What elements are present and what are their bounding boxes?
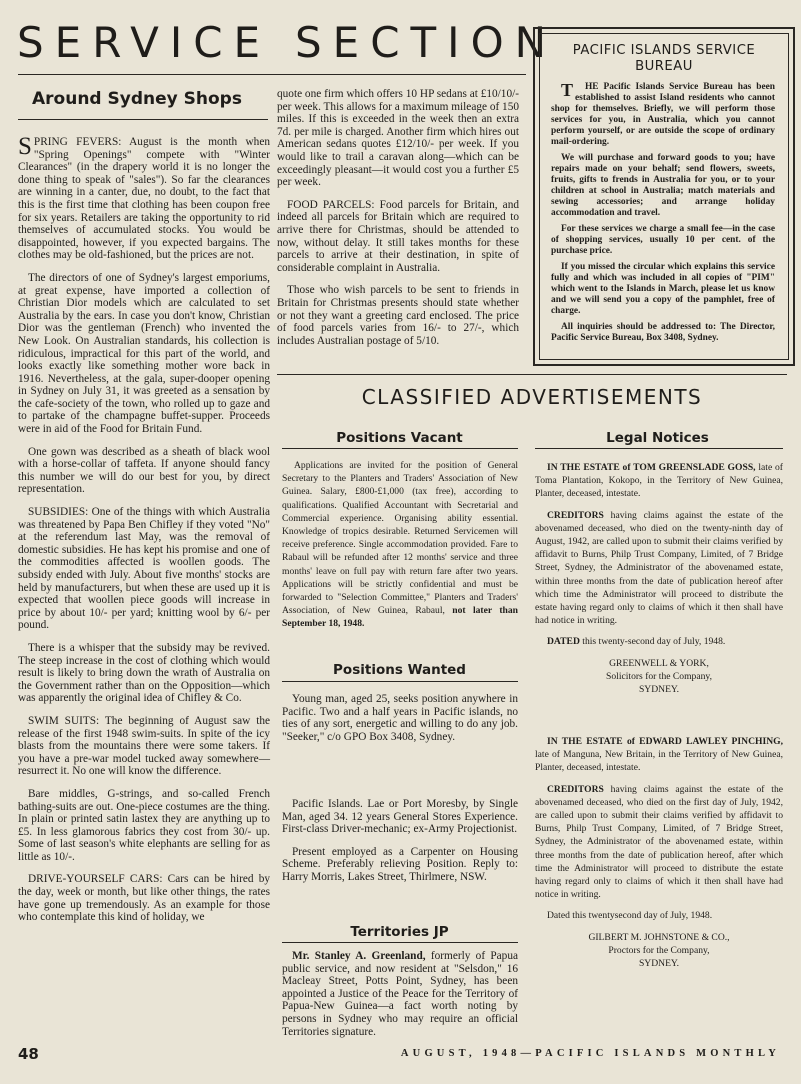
bureau-paragraph-3: For these services we charge a small fee—in the case of shopping services, usually 10 per cent. of the purchase price.: [551, 224, 775, 256]
legal-notice-2-head: IN THE ESTATE of EDWARD LAWLEY PINCHING, late of Manguna, New Britain, in the Territory of New Guinea, Planter, deceased, intestate.: [535, 736, 783, 774]
legal-notice-1-signature: [535, 657, 783, 697]
legal-notice-1-dated: DATED this twenty-second day of July, 1948.: [547, 636, 726, 648]
bureau-drop-cap: T: [561, 80, 574, 100]
positions-wanted-ad-2a: Pacific Islands. Lae or Port Moresby, by Single Man, aged 34. 12 years General Stores Experience. First-class Driver-mechanic; ex-Army Projectionist.: [282, 798, 518, 836]
signature-line: SYDNEY.: [638, 684, 680, 696]
bureau-title-line-1: PACIFIC ISLANDS SERVICE: [572, 43, 756, 58]
positions-wanted-ad-2: [282, 798, 518, 894]
legal-notice-1-title: IN THE ESTATE of TOM GREENSLADE GOSS,: [547, 462, 756, 473]
bureau-paragraph-2: We will purchase and forward goods to you; have repairs made on your behalf; send flowers, sweets, fruits, gifts to frends in Australia for you, or to your children at school in Australia; match materials and sewing accessories; and arrange holiday accommodation and travel.: [551, 153, 775, 218]
signature-line: Solicitors for the Company,: [606, 670, 712, 682]
legal-notice-2-title: IN THE ESTATE of EDWARD LAWLEY PINCHING,: [547, 736, 783, 747]
signature-line: GREENWELL & YORK,: [609, 657, 709, 669]
bureau-paragraph-4: If you missed the circular which explains this service fully and which was included in all copies of "PIM" which went to the Islands in March, please let us know and we will send you a copy of the pamphlet, free of charge.: [551, 262, 775, 316]
bureau-paragraph-5: All inquiries should be addressed to: The Director, Pacific Service Bureau, Box 3408, Sydney.: [551, 322, 775, 343]
positions-wanted-rule: [282, 681, 518, 682]
around-paragraph-3: One gown was described as a sheath of black wool with a horse-collar of taffeta. If anyone should fancy this number we will do our best for you, by direct representation.: [18, 445, 270, 496]
positions-vacant-heading: Positions Vacant: [336, 430, 463, 446]
bureau-paragraph-1: T HE Pacific Islands Service Bureau has been established to assist Island residents who cannot shop for themselves. Briefly, we will perform those services for you, in Australia, which you cannot perform yourself, or are outside the scope of ordinary mail-ordering.: [551, 80, 775, 147]
legal-notices-heading: Legal Notices: [606, 430, 709, 446]
legal-notice-2: [535, 735, 783, 970]
middle-paragraph-3: Those who wish parcels to be sent to friends in Britain for Christmas presents should state whether or not they want a greeting card enclosed. The price of food parcels varies from 16/- to 27/-, which includes Australian postage of 5/10.: [277, 284, 519, 347]
positions-wanted-heading: Positions Wanted: [333, 662, 466, 678]
bureau-title: [545, 43, 783, 75]
around-paragraph-1: SPRING FEVERS: August is the month when "Spring Openings" compete with "Winter Clearances" (in the drapery world it is no longer the done thing to speak of "sales"). So far the clearances are winning in a canter, due, no doubt, to the fact that this is the first time that clothing has been coupon free for six years. Retailers are taking the opportunity to rid themselves of accumulated stocks. You would be disappointed, however, if you expected bargains. The clothes may be old-fashioned, but the prices are not.: [18, 133, 270, 262]
around-paragraph-2: The directors of one of Sydney's largest emporiums, at great expense, have imported a collection of Christian Dior models which are calculated to set Australia by the ears. In case you don't know, Christian Dior was the gentleman (French) who invented the New Look. On Australian standards, his collection is ridiculous, impractical for this part of the world, and looks exactly like something mother wore back in 1916. Nevertheless, at the gala, super-dooper opening in Sydney on July 31, it was greeted as a sensation by the cafe-society of the town, who rolled up to gaze and to partake of the champagne buffet-supper. Proceeds were in aid of the Food for Britain Fund.: [18, 271, 270, 436]
around-column: [18, 133, 270, 934]
bureau-text: [551, 82, 775, 349]
legal-notice-1-head: IN THE ESTATE of TOM GREENSLADE GOSS, late of Toma Plantation, Kokopo, in the Territory of New Guinea, Planter, deceased, intestate.: [535, 462, 783, 500]
middle-column: [277, 88, 519, 357]
bureau-box: [533, 27, 795, 366]
positions-vacant-rule: [282, 448, 518, 449]
signature-line: SYDNEY.: [638, 958, 680, 970]
around-paragraph-7: Bare middles, G-strings, and so-called French bathing-suits are out. One-piece costumes are the thing. In plain or printed satin lastex they are anything up to £5. In less glamorous fabrics they cost from 30/- up. Some of last season's white elephants are selling for as little as 10/-.: [18, 787, 270, 863]
legal-notice-2-dated: Dated this twentysecond day of July, 1948.: [547, 910, 713, 922]
signature-line: Proctors for the Company,: [608, 944, 710, 956]
page-number: 48: [18, 1045, 39, 1063]
around-heading-rule: [18, 119, 268, 120]
drop-cap: S: [18, 133, 32, 160]
territories-jp-heading: Territories JP: [350, 924, 449, 940]
legal-notice-1: [535, 461, 783, 696]
positions-vacant-text: [282, 459, 518, 639]
legal-notice-2-signature: [535, 931, 783, 971]
around-paragraph-5: There is a whisper that the subsidy may be revived. The steep increase in the cost of clothing which would result is likely to bring down the wrath of Australia on the Government rather than on the Opposition—which was apparently the original idea of Chifley & Co.: [18, 641, 270, 705]
masthead-section: SECTION: [295, 18, 558, 67]
around-heading: Around Sydney Shops: [32, 89, 242, 109]
positions-vacant-deadline: not later than September 18, 1948.: [282, 605, 518, 630]
classified-title: CLASSIFIED ADVERTISEMENTS: [361, 385, 703, 409]
classified-top-rule: [277, 374, 787, 375]
territories-jp-rule: [282, 942, 518, 943]
around-paragraph-6: SWIM SUITS: The beginning of August saw the release of the first 1948 swim-suits. In spite of the icy blasts from the mountains there were some takers. If you have a pre-war model tucked away somewhere—resurrect it. No one will know the difference.: [18, 714, 270, 778]
signature-line: GILBERT M. JOHNSTONE & CO.,: [588, 931, 730, 943]
territories-jp-name: Mr. Stanley A. Greenland,: [292, 950, 426, 962]
middle-paragraph-2: FOOD PARCELS: Food parcels for Britain, and indeed all parcels for Britain which are required to arrive there for Christmas, should be attended to now, without delay. It still takes months for these parcels to arrive at their destination, in spite of considerable complaint in Australia.: [277, 198, 519, 274]
legal-notice-2-body: CREDITORS having claims against the estate of the abovenamed deceased, who died on the first day of July, 1942, are called upon to submit their claims verified by affidavit to Burns, Philp Trust Company, Limited, of 7 Bridge Street, Sydney, the Administrator of the abovenamed estate, within three months from the date of publication hereof, after which time the Administrator will proceed to distribute the estate having regard only to claims of which it then shall have had notice in writing.: [535, 783, 783, 901]
masthead-rule: [18, 74, 526, 75]
positions-wanted-ad-1: Young man, aged 25, seeks position anywhere in Pacific. Two and a half years in Pacific islands, no ties of any sort, energetic and willing to do any job. "Seeker," c/o GPO Box 3408, Sydney.: [282, 693, 518, 743]
bureau-title-line-2: BUREAU: [635, 59, 693, 74]
positions-wanted-ad-2b: Present employed as a Carpenter on Housing Scheme. Preferably relieving Position. Reply to: Harry Morris, Lakes Street, Thirlmere, NSW.: [282, 845, 518, 883]
running-title: AUGUST, 1948—PACIFIC ISLANDS MONTHLY: [400, 1048, 780, 1059]
around-paragraph-8: DRIVE-YOURSELF CARS: Cars can be hired by the day, week or month, but like other things, the rates have gone up tremendously. As an example for those who contemplate this kind of holiday, we: [18, 873, 270, 924]
masthead-service: SERVICE: [17, 18, 272, 67]
legal-notice-1-body: CREDITORS having claims against the estate of the abovenamed deceased, who died on the twenty-ninth day of August, 1942, are called upon to submit their claims verified by affidavit to Burns, Philp Trust Company, Limited, of 7 Bridge Street, Sydney, the Administrator of the abovenamed estate, within three months from the date of publication hereof after which time the Administrator will proceed to distribute the estate having regard only to claims of which it then shall have had notice in writing.: [535, 509, 783, 627]
middle-paragraph-1: quote one firm which offers 10 HP sedans at £10/10/- per week. This allows for a maximum mileage of 150 miles. If this is exceeded in the week then an extra 7d. per mile is charged. Another firm which hires out American sedans quotes £12/10/- per week. If you would like to trail a caravan along—which can be exceedingly pleasant—it would cost you a further £5 per week.: [277, 88, 519, 189]
positions-vacant-ad: Applications are invited for the position of General Secretary to the Planters and Traders' Association of New Guinea. Salary, £800-£1,000 (tax free), according to qualifications. Qualified Accountant with Secretarial and Commercial experience. Organising ability essential. Knowledge of tropics desirable. Returned Servicemen will receive preference. Single accommodation provided. Fare to Rabaul will be refunded after 12 months' service and three months' leave on full pay with return fare after two years. Applications will be strictly confidential and must be forwarded to "Selection Committee," Planters and Traders' Association, of New Guinea, Rabaul, not later than September 18, 1948.: [282, 460, 518, 630]
positions-wanted-text: [282, 693, 518, 753]
around-paragraph-4: SUBSIDIES: One of the things with which Australia was threatened by Papa Ben Chifley if they voted "No" at the referendum last May, was the removal of domestic subsidies. He has kept his promise and one of the commodities affected is woollen goods. The subsidy ended with July. About five months' stocks are held by manufacturers, but when these are used up it is expected that woollen piece goods will increase in price by about 10/- per yard; knitting wool by 6/- per pound.: [18, 506, 270, 632]
territories-jp-notice: Mr. Stanley A. Greenland, formerly of Papua public service, and now resident at "Selsdon," 16 Macleay Street, Potts Point, Sydney, has been appointed a Justice of the Peace for the Territory of Papua-New Guinea—a fact worth noting by persons in Sydney who may require an official Territories signature.: [282, 950, 518, 1038]
territories-jp-text: [282, 950, 518, 1048]
legal-notices-rule: [535, 448, 783, 449]
